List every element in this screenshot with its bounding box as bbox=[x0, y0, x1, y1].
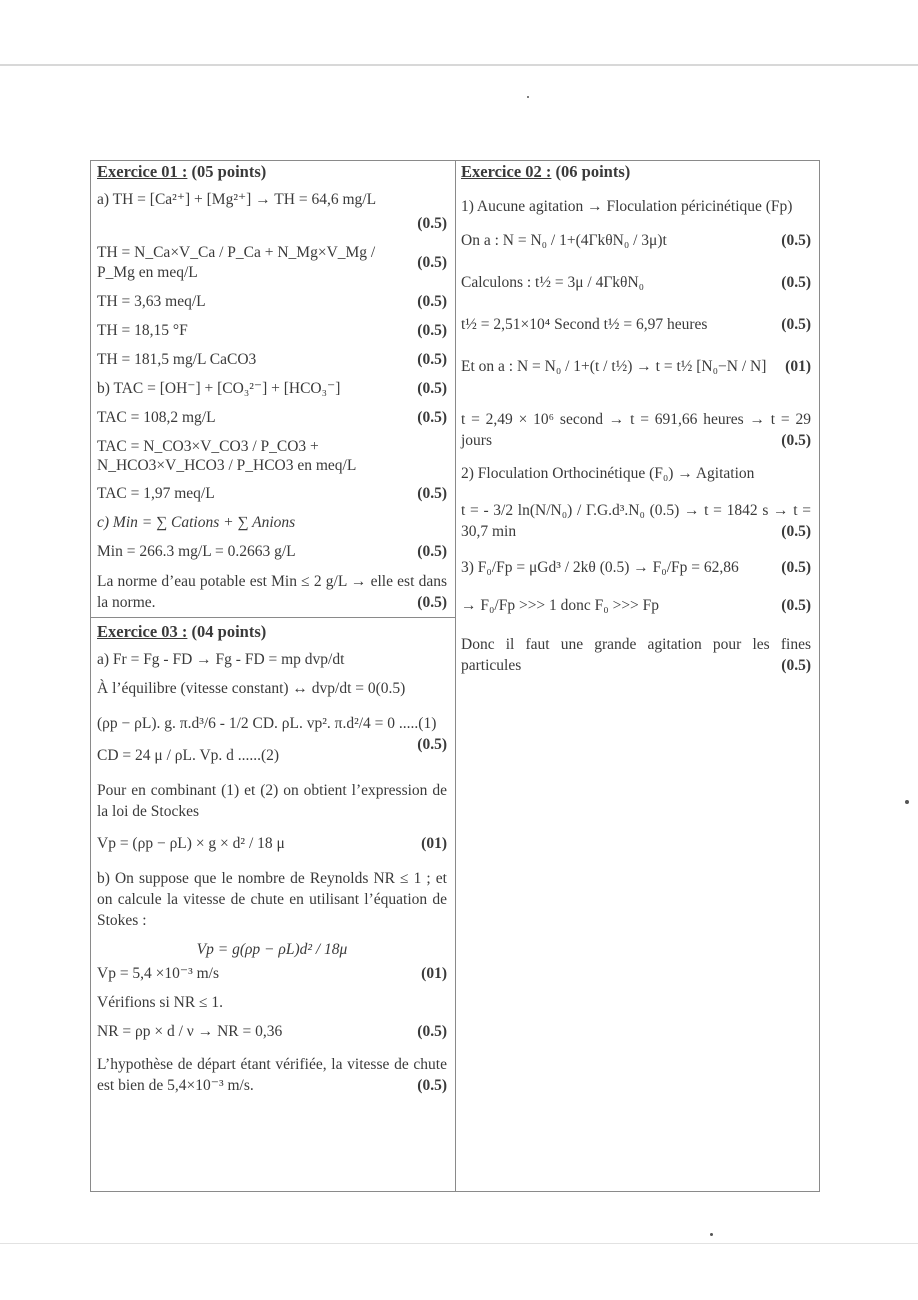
ex2-line-points: (0.5) bbox=[781, 559, 811, 576]
ex3-conclusion bbox=[97, 1054, 447, 1096]
ex1-line-points: (0.5) bbox=[417, 254, 447, 271]
ex3-line bbox=[97, 713, 447, 753]
ex1-line-text: TAC = 1,97 meq/L bbox=[97, 485, 215, 502]
ex3-line bbox=[97, 868, 447, 931]
ex1-line-points: (0.5) bbox=[417, 543, 447, 560]
ex2-line bbox=[461, 558, 811, 578]
ex2-title bbox=[461, 162, 811, 182]
ex1-line-points: (0.5) bbox=[417, 594, 447, 611]
ex2-line-text: t = - 3/2 ln(N/N₀) / Γ.G.d³.N₀ (0.5) → t = 1842 s → t = 30,7 min bbox=[461, 502, 811, 540]
ex3-line-text: a) Fr = Fg - FD → Fg - FD = mp dvp/dt bbox=[97, 651, 345, 668]
ex2-line bbox=[461, 500, 811, 542]
right-column bbox=[461, 162, 811, 685]
ex2-line bbox=[461, 231, 811, 251]
ex2-line bbox=[461, 315, 811, 335]
ex2-line-text: 3) F₀/Fp = μGd³ / 2kθ (0.5) → F₀/Fp = 62,86 bbox=[461, 559, 739, 576]
ex1-line-text: TAC = N_CO3×V_CO3 / P_CO3 + N_HCO3×V_HCO3 / P_HCO3 en meq/L bbox=[97, 438, 357, 474]
ex2-line bbox=[461, 596, 811, 616]
ex1-line-text: b) TAC = [OH⁻] + [CO₃²⁻] + [HCO₃⁻] bbox=[97, 380, 341, 397]
ex2-line-points: (0.5) bbox=[781, 316, 811, 333]
ex3-line-text: L’hypothèse de départ étant vérifiée, la vitesse de chute est bien de 5,4×10⁻³ m/s. bbox=[97, 1056, 447, 1094]
ex1-line-points: (0.5) bbox=[417, 293, 447, 310]
ex2-line-text: Donc il faut une grande agitation pour les fines particules bbox=[461, 636, 811, 674]
ex3-title bbox=[97, 622, 447, 642]
ex1-line-text: Min = 266.3 mg/L = 0.2663 g/L bbox=[97, 543, 296, 560]
ex3-block bbox=[97, 622, 447, 1105]
ex2-line bbox=[461, 463, 811, 484]
ex2-line-points: (01) bbox=[785, 358, 811, 375]
ex1-line-points: (0.5) bbox=[417, 351, 447, 368]
ex1-conclusion bbox=[97, 571, 447, 613]
ex1-line bbox=[97, 408, 447, 428]
scan-speck bbox=[527, 96, 529, 98]
ex1-line-text: La norme d’eau potable est Min ≤ 2 g/L → elle est dans la norme. bbox=[97, 573, 447, 611]
ex1-line-text: TAC = 108,2 mg/L bbox=[97, 409, 216, 426]
ex2-line-points: (0.5) bbox=[781, 523, 811, 540]
ex2-line-text: 1) Aucune agitation → Floculation péricinétique (Fp) bbox=[461, 198, 793, 215]
ex2-line-text: Et on a : N = N₀ / 1+(t / t½) → t = t½ [N₀−N / N] bbox=[461, 358, 767, 375]
ex2-title-points: (06 points) bbox=[555, 162, 631, 181]
scan-speck bbox=[905, 800, 909, 804]
ex1-line-text: TH = 18,15 °F bbox=[97, 322, 188, 339]
ex2-line bbox=[461, 357, 811, 377]
ex3-line-text: Vérifions si NR ≤ 1. bbox=[97, 994, 224, 1011]
ex3-title-label: Exercice 03 : bbox=[97, 622, 188, 641]
ex3-line bbox=[97, 679, 447, 699]
ex1-line bbox=[97, 190, 447, 210]
ex3-line-points: (0.5) bbox=[417, 1077, 447, 1094]
ex3-line bbox=[97, 834, 447, 854]
ex1-line-points: (0.5) bbox=[417, 409, 447, 426]
ex1-line-text: TH = 3,63 meq/L bbox=[97, 293, 206, 310]
ex3-line-text: NR = ρp × d / ν → NR = 0,36 bbox=[97, 1023, 283, 1040]
ex1-line-points: (0.5) bbox=[417, 215, 447, 232]
ex3-line bbox=[97, 780, 447, 822]
ex3-line-points: (0.5) bbox=[417, 1023, 447, 1040]
ex3-line-text: b) On suppose que le nombre de Reynolds NR ≤ 1 ; et on calcule la vitesse de chute en utilisant l’équation de Stokes : bbox=[97, 870, 447, 929]
ex3-line-text: (ρp − ρL). g. π.d³/6 - 1/2 CD. ρL. vp². π.d²/4 = 0 .....(1) bbox=[97, 715, 437, 732]
ex3-line-text: Vp = 5,4 ×10⁻³ m/s bbox=[97, 965, 220, 982]
ex1-line-points: (0.5) bbox=[417, 485, 447, 502]
ex2-line-text: → F₀/Fp >>> 1 donc F₀ >>> Fp bbox=[461, 597, 660, 614]
ex3-line bbox=[97, 940, 447, 960]
ex1-title bbox=[97, 162, 447, 182]
ex1-line bbox=[97, 214, 447, 234]
ex1-line bbox=[97, 243, 447, 283]
left-column bbox=[97, 162, 447, 622]
scan-page-edge bbox=[0, 64, 918, 66]
ex1-line bbox=[97, 292, 447, 312]
scan-top-margin bbox=[0, 0, 918, 66]
ex1-line-text: TH = N_Ca×V_Ca / P_Ca + N_Mg×V_Mg / P_Mg en meq/L bbox=[97, 244, 376, 281]
ex3-title-points: (04 points) bbox=[191, 622, 267, 641]
ex2-line-text: 2) Floculation Orthocinétique (F₀) → Agitation bbox=[461, 465, 755, 482]
ex1-line bbox=[97, 437, 447, 475]
ex1-title-label: Exercice 01 : bbox=[97, 162, 188, 181]
ex2-title-label: Exercice 02 : bbox=[461, 162, 552, 181]
ex1-line bbox=[97, 379, 447, 399]
ex3-line-text: À l’équilibre (vitesse constant) ↔ dvp/dt = 0(0.5) bbox=[97, 680, 406, 697]
ex3-line bbox=[97, 964, 447, 984]
column-divider bbox=[455, 160, 456, 1192]
ex2-line-points: (0.5) bbox=[781, 232, 811, 249]
ex1-title-points: (05 points) bbox=[191, 162, 267, 181]
ex2-line-points: (0.5) bbox=[781, 432, 811, 449]
ex1-line-points: (0.5) bbox=[417, 380, 447, 397]
ex3-line-points: (01) bbox=[421, 965, 447, 982]
ex2-line-text: t = 2,49 × 10⁶ second → t = 691,66 heures → t = 29 jours bbox=[461, 411, 811, 449]
ex3-line bbox=[97, 993, 447, 1013]
ex2-line-points: (0.5) bbox=[781, 657, 811, 674]
scan-bottom-margin bbox=[0, 1243, 918, 1300]
ex2-line-points: (0.5) bbox=[781, 597, 811, 614]
ex3-line-text: Vp = g(ρp − ρL)d² / 18μ bbox=[196, 941, 348, 958]
ex1-line-text: TH = 181,5 mg/L CaCO3 bbox=[97, 351, 257, 368]
ex2-line-text: On a : N = N₀ / 1+(4ΓkθN₀ / 3μ)t bbox=[461, 232, 667, 249]
ex3-line bbox=[97, 746, 417, 766]
ex2-line-points: (0.5) bbox=[781, 274, 811, 291]
ex2-line bbox=[461, 409, 811, 451]
ex2-line-text: Calculons : t½ = 3μ / 4ΓkθN₀ bbox=[461, 274, 645, 291]
ex1-line bbox=[97, 542, 447, 562]
ex1-line bbox=[97, 513, 447, 533]
ex3-line-points: (01) bbox=[421, 835, 447, 852]
ex2-conclusion bbox=[461, 634, 811, 676]
scan-speck bbox=[710, 1233, 713, 1236]
ex3-line-points: (0.5) bbox=[417, 736, 447, 753]
ex1-line bbox=[97, 350, 447, 370]
ex3-line-text: CD = 24 μ / ρL. Vp. d ......(2) bbox=[97, 747, 280, 764]
ex3-line-text: Pour en combinant (1) et (2) on obtient l’expression de la loi de Stockes bbox=[97, 782, 447, 820]
ex2-line bbox=[461, 196, 811, 217]
ex1-line bbox=[97, 484, 447, 504]
ex3-line bbox=[97, 1022, 447, 1042]
ex3-line bbox=[97, 650, 447, 670]
ex1-line bbox=[97, 321, 447, 341]
ex2-line-text: t½ = 2,51×10⁴ Second t½ = 6,97 heures bbox=[461, 316, 708, 333]
ex1-line-text: c) Min = ∑ Cations + ∑ Anions bbox=[97, 514, 296, 531]
ex3-line-text: Vp = (ρp − ρL) × g × d² / 18 μ bbox=[97, 835, 285, 852]
ex2-line bbox=[461, 273, 811, 293]
ex1-line-points: (0.5) bbox=[417, 322, 447, 339]
ex1-line-text: a) TH = [Ca²⁺] + [Mg²⁺] → TH = 64,6 mg/L bbox=[97, 191, 377, 208]
